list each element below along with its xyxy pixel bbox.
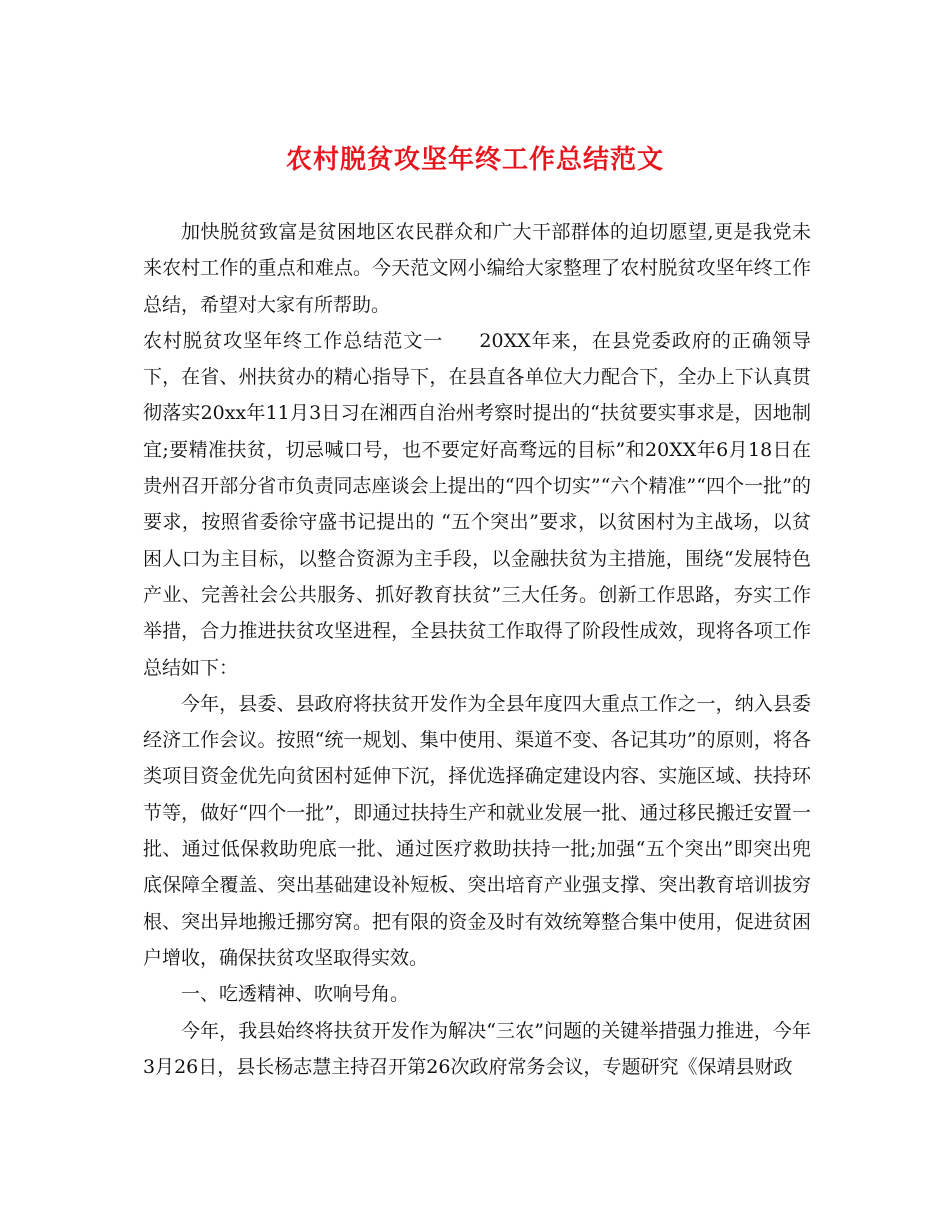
paragraph-intro: 加快脱贫致富是贫困地区农民群众和广大干部群体的迫切愿望,更是我党未来农村工作的重点和难点。今天范文网小编给大家整理了农村脱贫攻坚年终工作总结，希望对大家有所帮助。 [143,221,811,316]
paragraph-work-plan: 今年，县委、县政府将扶贫开发作为全县年度四大重点工作之一，纳入县委经济工作会议。按照“统一规划、集中使用、渠道不变、各记其功”的原则，将各类项目资金优先向贫困村延伸下沉，择优选择确定建设内容、实施区域、扶持环节等，做好“四个一批”，即通过扶持生产和就业发展一批、通过移民搬迁安置一批、通过低保救助兜底一批、通过医疗救助扶持一批;加强“五个突出”即突出兜底保障全覆盖、突出基础建设补短板、突出培育产业强支撑、突出教育培训拔穷根、突出异地搬迁挪穷窝。把有限的资金及时有效统筹整合集中使用，促进贫困户增收，确保扶贫攻坚取得实效。 [143,692,811,969]
section-one-text: 20XX年来，在县党委政府的正确领导下，在省、州扶贫办的精心指导下，在县直各单位大力配合下，全办上下认真贯彻落实20xx年11月3日习在湘西自治州考察时提出的“扶贫要实事求是，因地制宜;要精准扶贫，切忌喊口号，也不要定好高骛远的目标”和20XX年6月18日在贵州召开部分省市负责同志座谈会上提出的“四个切实”“六个精准”“四个一批”的要求，按照省委徐守盛书记提出的 “五个突出”要求，以贫困村为主战场，以贫困人口为主目标，以整合资源为主手段，以金融扶贫为主措施，围绕“发展特色产业、完善社会公共服务、抓好教育扶贫”三大任务。创新工作思路，夯实工作举措，合力推进扶贫攻坚进程，全县扶贫工作取得了阶段性成效，现将各项工作总结如下： [143,329,811,679]
paragraph-spirit: 今年，我县始终将扶贫开发作为解决“三农”问题的关键举措强力推进，今年3月26日，县长杨志慧主持召开第26次政府常务会议，专题研究《保靖县财政 [143,1019,811,1078]
heading-one: 一、吃透精神、吹响号角。 [181,983,410,1006]
document-body [143,214,811,1085]
paragraph-section-one [143,323,811,686]
document-title: 农村脱贫攻坚年终工作总结范文 [285,145,664,175]
section-label: 农村脱贫攻坚年终工作总结范文一 [143,329,444,352]
